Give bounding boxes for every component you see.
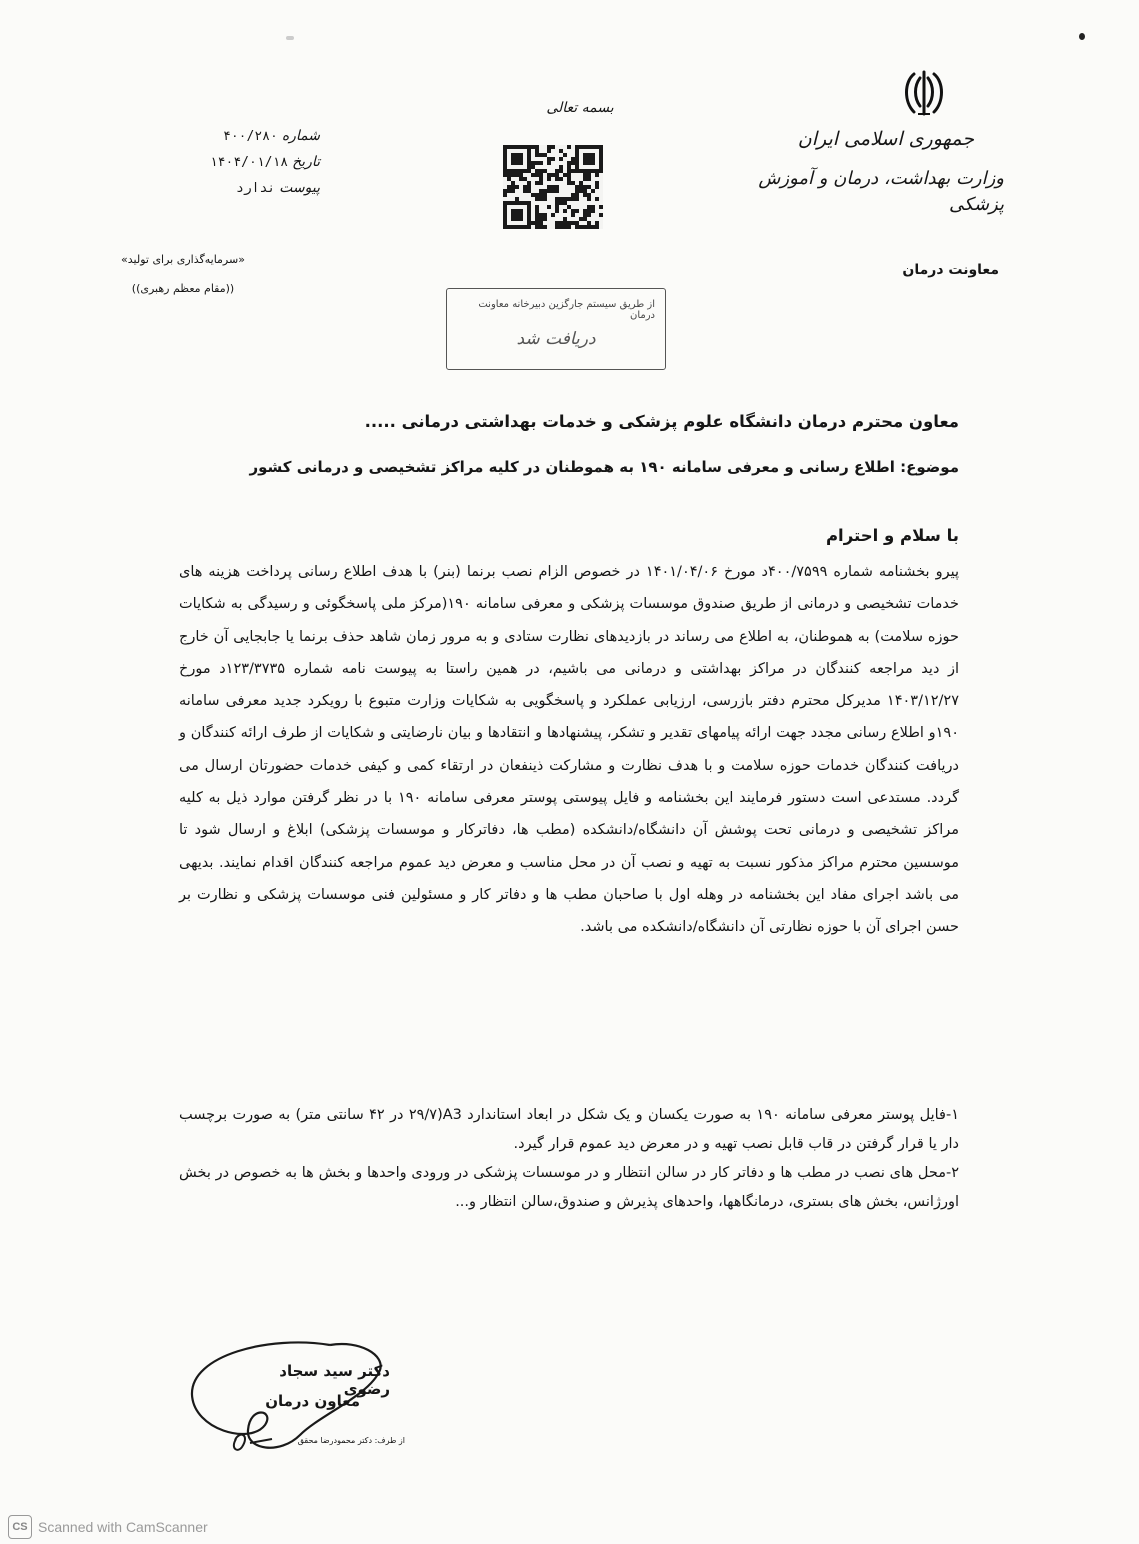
letter-meta	[160, 128, 320, 206]
scan-speck	[1079, 33, 1085, 40]
camscanner-watermark	[8, 1515, 208, 1539]
qr-code-icon	[503, 145, 603, 229]
scan-speck	[286, 36, 294, 40]
meta-date-value: ۱۴۰۴/۰۱/۱۸	[209, 155, 289, 170]
camscanner-text: Scanned with CamScanner	[38, 1519, 208, 1535]
slogan-attribution: ((مقام معظم رهبری))	[131, 282, 235, 295]
letter-body: پیرو بخشنامه شماره ۴۰۰/۷۵۹۹د مورخ ۱۴۰۱/۰۴/۰۶ در خصوص الزام نصب برنما (بنر) با هدف اطلاع رسانی پرداخت هزینه های خدمات تشخیصی و درمانی از طریق صندوق موسسات پزشکی و معرفی سامانه ۱۹۰(مرکز ملی پاسخگوئی و رسیدگی به شکایات حوزه سلامت) به هموطنان، به اطلاع می رساند در بازدیدهای نظارت ستادی و به مرور زمان شاهد حذف برنما یا جابجایی آن خارج از دید مراجعه کنندگان در مراکز بهداشتی و درمانی می باشیم، در همین راستا به پیوست نامه شماره ۱۲۳/۳۷۳۵د مورخ ۱۴۰۳/۱۲/۲۷ مدیرکل محترم دفتر بازرسی، ارزیابی عملکرد و پاسخگویی به شکایات وزارت متبوع با رویکرد جدید معرفی سامانه ۱۹۰و اطلاع رسانی مجدد جهت ارائه پیامهای تقدیر و تشکر، پیشنهادها و انتقادها و بیان نارضایتی و شکایات از طرف ارائه کنندگان و دریافت کنندگان خدمات حوزه سلامت و با هدف نظارت و مشارکت ذینفعان در ارتقاء کمی و کیفی خدمات حضورتان ارسال می گردد. مستدعی است دستور فرمایند این بخشنامه و فایل پیوستی پوستر معرفی سامانه ۱۹۰ با در نظر گرفتن موارد ذیل به کلیه مراکز تشخیصی و درمانی تحت پوشش آن دانشگاه/دانشکده (مطب ها، دفاترکار و موسسات پزشکی) ابلاغ و ارسال شود تا موسسین محترم مراکز مذکور نسبت به تهیه و نصب آن در محل مناسب و معرض دید عموم مراجعه کنندگان اقدام نمایند. بدیهی می باشد اجرای مفاد این بخشنامه در وهله اول با صاحبان مطب ها و دفاتر کار و مسئولین فنی موسسات پزشکی و نظارت بر حسن اجرای آن با حوزه نظارتی آن دانشگاه/دانشکده می باشد.	[179, 564, 960, 936]
list-item: ۲-محل های نصب در مطب ها و دفاتر کار در سالن انتظار و در موسسات پزشکی در ورودی واحدها و بخش ها به خصوص در بخش اورژانس، بخش های بستری، درمانگاهها، واحدهای پذیرش و صندوق،سالن انتظار و...	[179, 1165, 959, 1210]
letterhead-office: معاونت درمان	[902, 262, 999, 278]
meta-attachment-value: ندارد	[236, 181, 276, 196]
signatory-name: دکتر سید سجاد رضوی	[279, 1362, 390, 1398]
meta-number-label: شماره	[281, 128, 320, 144]
requirements-list	[179, 1101, 959, 1217]
meta-attachment-row	[160, 180, 320, 206]
slogan-line: «سرمایه‌گذاری برای تولید»	[121, 253, 245, 266]
meta-attachment-label: پیوست	[279, 180, 320, 196]
letterhead-ministry: وزارت بهداشت، درمان و آموزش پزشکی	[758, 168, 1004, 215]
iran-emblem-icon	[900, 68, 948, 120]
received-stamp	[446, 288, 666, 370]
meta-number-row	[160, 128, 320, 154]
letter-greeting: با سلام و احترام	[825, 526, 959, 545]
list-item: ۱-فایل پوستر معرفی سامانه ۱۹۰ به صورت یکسان و یک شکل در ابعاد استاندارد A3(۲۹/۷ در ۴۲ سانتی متر) به صورت برچسب دار یا قرار گرفتن در قاب قابل نصب تهیه و در معرض دید عموم قرار گیرد.	[179, 1107, 959, 1152]
meta-date-row	[160, 154, 320, 180]
signatory-title: معاون درمان	[265, 1392, 360, 1410]
camscanner-logo-icon: CS	[8, 1515, 32, 1539]
stamp-received-text: دریافت شد	[516, 329, 596, 349]
stamp-route-text: از طریق سیستم جارگزین دبیرخانه معاونت درمان	[478, 299, 655, 321]
bismillah-heading: بسمه تعالی	[546, 100, 614, 116]
signatory-on-behalf-note: از طرف: دکتر محمودرضا محقق	[297, 1436, 405, 1445]
meta-number-value: ۴۰۰/۲۸۰	[223, 129, 278, 144]
letterhead-republic: جمهوری اسلامی ایران	[797, 128, 974, 150]
letter-addressee: معاون محترم درمان دانشگاه علوم پزشکی و خدمات بهداشتی درمانی .....	[364, 412, 959, 431]
letter-subject: موضوع: اطلاع رسانی و معرفی سامانه ۱۹۰ به هموطنان در کلیه مراکز تشخیصی و درمانی کشور	[249, 458, 959, 476]
meta-date-label: تاریخ	[292, 154, 320, 170]
